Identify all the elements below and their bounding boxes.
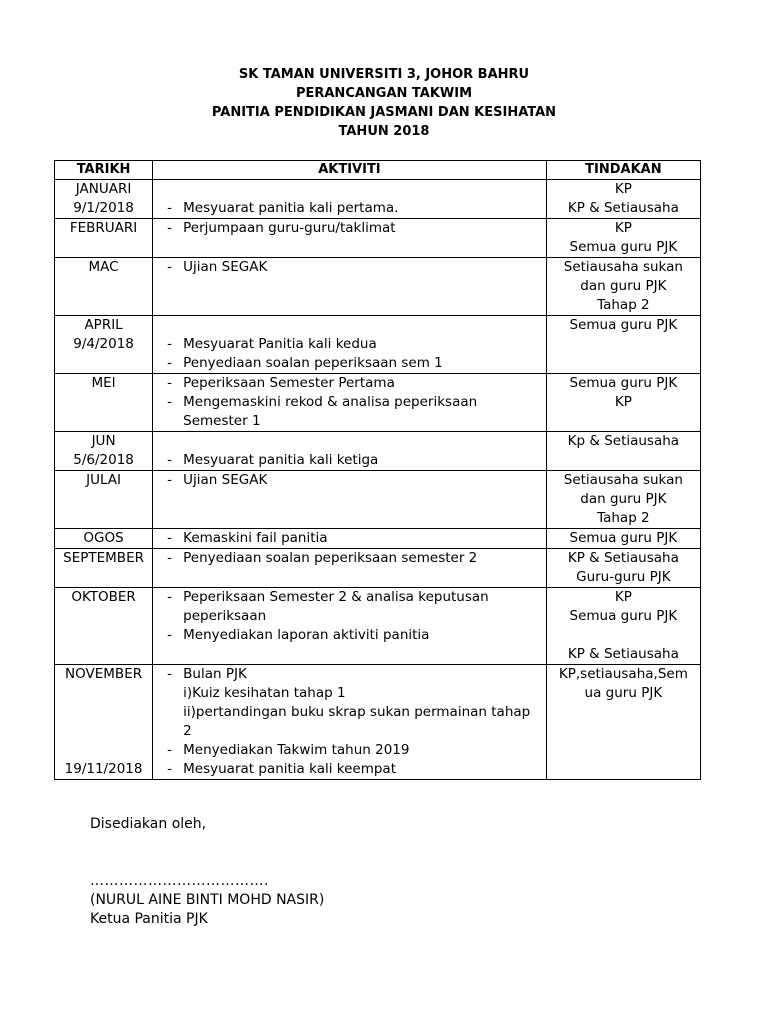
signatory-name: (NURUL AINE BINTI MOHD NASIR) [90,892,325,908]
tarikh-line [55,703,152,722]
tindakan-cell [546,258,700,316]
tindakan-line: Guru-guru PJK [576,569,671,585]
bullet-dash: - [167,550,173,566]
tindakan-line: KP & Setiausaha [567,646,679,662]
tindakan-line: Kp & Setiausaha [567,433,680,449]
tarikh-cell [55,529,153,549]
aktiviti-text: Mesyuarat panitia kali keempat [183,761,396,777]
signature-line: ………………………………. [90,873,269,889]
tindakan-cell [546,219,700,258]
aktiviti-cell [153,180,547,219]
tarikh-cell [55,219,153,258]
tindakan-cell [546,374,700,432]
table-row [55,180,701,219]
tindakan-line: KP [614,181,632,197]
aktiviti-text: Mesyuarat panitia kali ketiga [183,452,379,468]
aktiviti-item [153,258,546,277]
aktiviti-text: Penyediaan soalan peperiksaan semester 2 [183,550,478,566]
aktiviti-cell [153,529,547,549]
tarikh-line: MEI [91,375,116,391]
bullet-dash: - [167,589,173,605]
table-header-row [55,161,701,180]
tindakan-cell [546,471,700,529]
tarikh-line: JANUARI [75,181,132,197]
aktiviti-item [153,374,546,393]
aktiviti-text: Ujian SEGAK [183,259,268,275]
takwim-table [54,160,701,780]
tarikh-line: APRIL [84,317,123,333]
tarikh-line: MAC [88,259,119,275]
tarikh-cell [55,316,153,374]
tarikh-line: JULAI [86,472,122,488]
tarikh-line: 5/6/2018 [73,452,134,468]
tarikh-line: FEBRUARI [69,220,138,236]
tarikh-line: 9/1/2018 [73,200,134,216]
header-tindakan: TINDAKAN [546,161,700,180]
table-row [55,471,701,529]
aktiviti-text: Bulan PJK [183,666,247,682]
aktiviti-item [153,219,546,238]
aktiviti-item [153,588,546,626]
table-row [55,588,701,665]
aktiviti-item [153,471,546,490]
tarikh-cell [55,471,153,529]
aktiviti-cell [153,588,547,665]
tarikh-line: JUN [91,433,116,449]
tarikh-line: OKTOBER [71,589,136,605]
aktiviti-text: Perjumpaan guru-guru/taklimat [183,220,396,236]
table-row [55,374,701,432]
tindakan-cell [546,432,700,471]
bullet-dash: - [167,220,173,236]
committee-name: PANITIA PENDIDIKAN JASMANI DAN KESIHATAN [211,105,557,120]
tindakan-line: Semua guru PJK [569,530,678,546]
aktiviti-text: Mesyuarat panitia kali pertama. [183,200,399,216]
signatory-position: Ketua Panitia PJK [90,911,208,927]
tindakan-line: ua guru PJK [584,685,663,701]
tindakan-line: dan guru PJK [580,491,667,507]
tarikh-cell [55,665,153,780]
table-row [55,316,701,374]
table-row [55,665,701,780]
aktiviti-item [153,741,546,760]
document-header [0,65,768,141]
table-row [55,432,701,471]
aktiviti-cell [153,374,547,432]
table-row [55,219,701,258]
aktiviti-cell [153,432,547,471]
aktiviti-text: Menyediakan laporan aktiviti panitia [183,627,430,643]
tarikh-cell [55,549,153,588]
header-aktiviti: AKTIVITI [153,161,547,180]
tarikh-cell [55,258,153,316]
tindakan-cell [546,549,700,588]
bullet-dash: - [167,394,173,410]
tindakan-line: Setiausaha sukan [563,472,683,488]
aktiviti-cell [153,471,547,529]
header-tarikh: TARIKH [55,161,153,180]
tindakan-line: Semua guru PJK [569,375,678,391]
aktiviti-item [153,665,546,684]
aktiviti-text: Mengemaskini rekod & analisa peperiksaan Semester 1 [183,394,478,429]
tarikh-line: 9/4/2018 [73,336,134,352]
tarikh-line: 19/11/2018 [64,761,143,777]
tindakan-cell [546,588,700,665]
aktiviti-cell [153,219,547,258]
signature-block [90,815,324,929]
aktiviti-text: Menyediakan Takwim tahun 2019 [183,742,410,758]
tindakan-cell [546,316,700,374]
bullet-dash: - [167,200,173,216]
tarikh-line [55,684,152,703]
bullet-dash: - [167,259,173,275]
tarikh-cell [55,180,153,219]
aktiviti-text: Ujian SEGAK [183,472,268,488]
bullet-dash: - [167,627,173,643]
aktiviti-cell [153,549,547,588]
aktiviti-item [153,451,546,470]
tindakan-line: dan guru PJK [580,278,667,294]
tarikh-cell [55,374,153,432]
prepared-by-label: Disediakan oleh, [90,816,207,832]
aktiviti-item [153,760,546,779]
aktiviti-item [153,335,546,354]
tindakan-line: Tahap 2 [597,297,650,313]
tarikh-line: NOVEMBER [65,666,143,682]
bullet-dash: - [167,355,173,371]
table-row [55,258,701,316]
tindakan-cell [546,180,700,219]
table-row [55,529,701,549]
tarikh-cell [55,432,153,471]
tindakan-line: KP [614,220,632,236]
tindakan-line [547,626,700,645]
bullet-dash: - [167,472,173,488]
tarikh-line: SEPTEMBER [63,550,144,566]
aktiviti-text: Penyediaan soalan peperiksaan sem 1 [183,355,443,371]
aktiviti-cell [153,258,547,316]
tindakan-line: KP & Setiausaha [567,200,679,216]
aktiviti-text: Kemaskini fail panitia [183,530,328,546]
tindakan-line: Setiausaha sukan [563,259,683,275]
aktiviti-text: Peperiksaan Semester Pertama [183,375,395,391]
bullet-dash: - [167,742,173,758]
aktiviti-item [153,393,546,431]
aktiviti-item [153,354,546,373]
tarikh-line [55,722,152,741]
bullet-dash: - [167,666,173,682]
tindakan-line: Semua guru PJK [569,608,678,624]
tindakan-line: KP [614,394,632,410]
aktiviti-cell [153,665,547,780]
bullet-dash: - [167,336,173,352]
school-name: SK TAMAN UNIVERSITI 3, JOHOR BAHRU [238,67,530,82]
bullet-dash: - [167,375,173,391]
tarikh-line: OGOS [83,530,124,546]
aktiviti-item [153,529,546,548]
tarikh-cell [55,588,153,665]
aktiviti-cell [153,316,547,374]
aktiviti-item [153,199,546,218]
aktiviti-text: Peperiksaan Semester 2 & analisa keputusan peperiksaan [183,589,489,624]
tindakan-line: Tahap 2 [597,510,650,526]
aktiviti-subitem: ii)pertandingan buku skrap sukan permainan tahap 2 [183,704,531,739]
tindakan-line: Semua guru PJK [569,317,678,333]
aktiviti-text: Mesyuarat Panitia kali kedua [183,336,377,352]
bullet-dash: - [167,530,173,546]
tarikh-line [55,741,152,760]
tindakan-cell [546,529,700,549]
aktiviti-item [153,626,546,645]
tindakan-line: KP [614,589,632,605]
tindakan-line: Semua guru PJK [569,239,678,255]
table-row [55,549,701,588]
tindakan-line: KP & Setiausaha [567,550,679,566]
tindakan-cell [546,665,700,780]
aktiviti-subitem: i)Kuiz kesihatan tahap 1 [183,685,346,701]
tindakan-line: KP,setiausaha,Sem [558,666,688,682]
document-year: TAHUN 2018 [338,124,430,139]
aktiviti-item [153,549,546,568]
document-title: PERANCANGAN TAKWIM [295,86,473,101]
bullet-dash: - [167,452,173,468]
bullet-dash: - [167,761,173,777]
